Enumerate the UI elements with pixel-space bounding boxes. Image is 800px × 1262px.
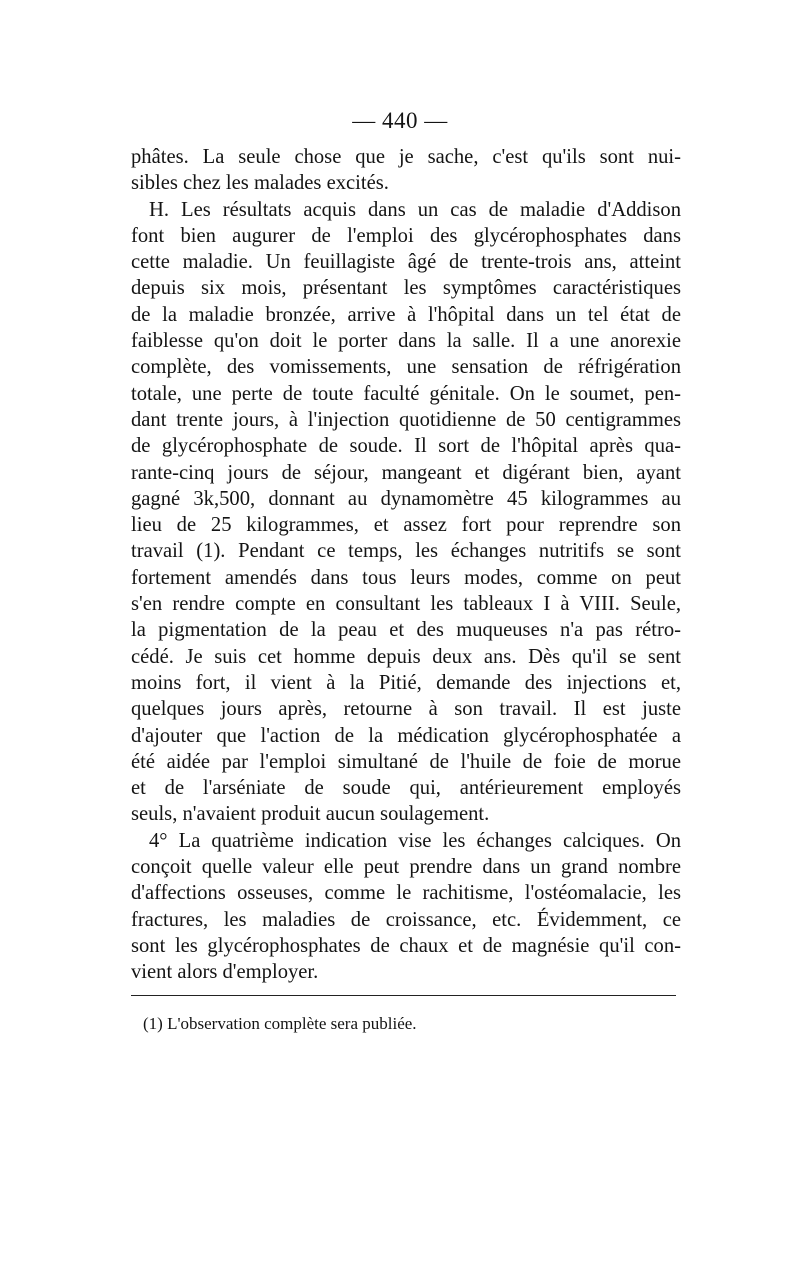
text-line: de glycérophosphate de soude. Il sort de l'hôpital après qua- — [131, 435, 681, 458]
text-line: s'en rendre compte en consultant les tableaux I à VIII. Seule, — [131, 593, 681, 616]
text-line: H. Les résultats acquis dans un cas de maladie d'Addison — [149, 198, 681, 221]
text-line: moins fort, il vient à la Pitié, demande des injections et, — [131, 671, 681, 694]
footnote: (1) L'observation complète sera publiée. — [143, 1014, 417, 1033]
text-line: d'ajouter que l'action de la médication glycérophosphatée a — [131, 724, 681, 747]
text-line: font bien augurer de l'emploi des glycérophosphates dans — [131, 224, 681, 247]
text-line: gagné 3k,500, donnant au dynamomètre 45 kilogrammes au — [131, 487, 681, 510]
footnote-divider — [131, 995, 676, 996]
text-line: conçoit quelle valeur elle peut prendre dans un grand nombre — [131, 856, 681, 879]
text-line: de la maladie bronzée, arrive à l'hôpital dans un tel état de — [131, 303, 681, 326]
text-line: faiblesse qu'on doit le porter dans la salle. Il a une anorexie — [131, 330, 681, 353]
text-line: 4° La quatrième indication vise les échanges calciques. On — [149, 829, 681, 852]
text-line: et de l'arséniate de soude qui, antérieurement employés — [131, 777, 681, 800]
text-line: fractures, les maladies de croissance, etc. Évidemment, ce — [131, 908, 681, 931]
text-line: été aidée par l'emploi simultané de l'huile de foie de morue — [131, 750, 681, 773]
text-line: complète, des vomissements, une sensation de réfrigération — [131, 356, 681, 379]
body-text — [131, 144, 681, 986]
text-line: fortement amendés dans tous leurs modes, comme on peut — [131, 566, 681, 589]
text-line: phâtes. La seule chose que je sache, c'est qu'ils sont nui- — [131, 146, 681, 168]
text-line: cette maladie. Un feuillagiste âgé de trente-trois ans, atteint — [131, 251, 681, 274]
text-line: rante-cinq jours de séjour, mangeant et digérant bien, ayant — [131, 461, 681, 484]
text-line: cédé. Je suis cet homme depuis deux ans. Dès qu'il se sent — [131, 645, 681, 668]
text-line: vient alors d'employer. — [131, 961, 319, 984]
text-line: d'affections osseuses, comme le rachitisme, l'ostéomalacie, les — [131, 882, 681, 905]
text-line: totale, une perte de toute faculté génitale. On le soumet, pen- — [131, 382, 681, 405]
page-number: — 440 — — [352, 108, 448, 133]
text-line: seuls, n'avaient produit aucun soulagement. — [131, 803, 490, 826]
text-line: sont les glycérophosphates de chaux et de magnésie qu'il con- — [131, 934, 681, 957]
text-line: quelques jours après, retourne à son travail. Il est juste — [131, 698, 681, 721]
text-line: lieu de 25 kilogrammes, et assez fort pour reprendre son — [131, 514, 681, 537]
text-line: travail (1). Pendant ce temps, les échanges nutritifs se sont — [131, 540, 681, 563]
text-line: sibles chez les malades excités. — [131, 172, 389, 195]
text-line: depuis six mois, présentant les symptômes caractéristiques — [131, 277, 681, 300]
text-line: dant trente jours, à l'injection quotidienne de 50 centigrammes — [131, 408, 681, 431]
text-line: la pigmentation de la peau et des muqueuses n'a pas rétro- — [131, 619, 681, 642]
